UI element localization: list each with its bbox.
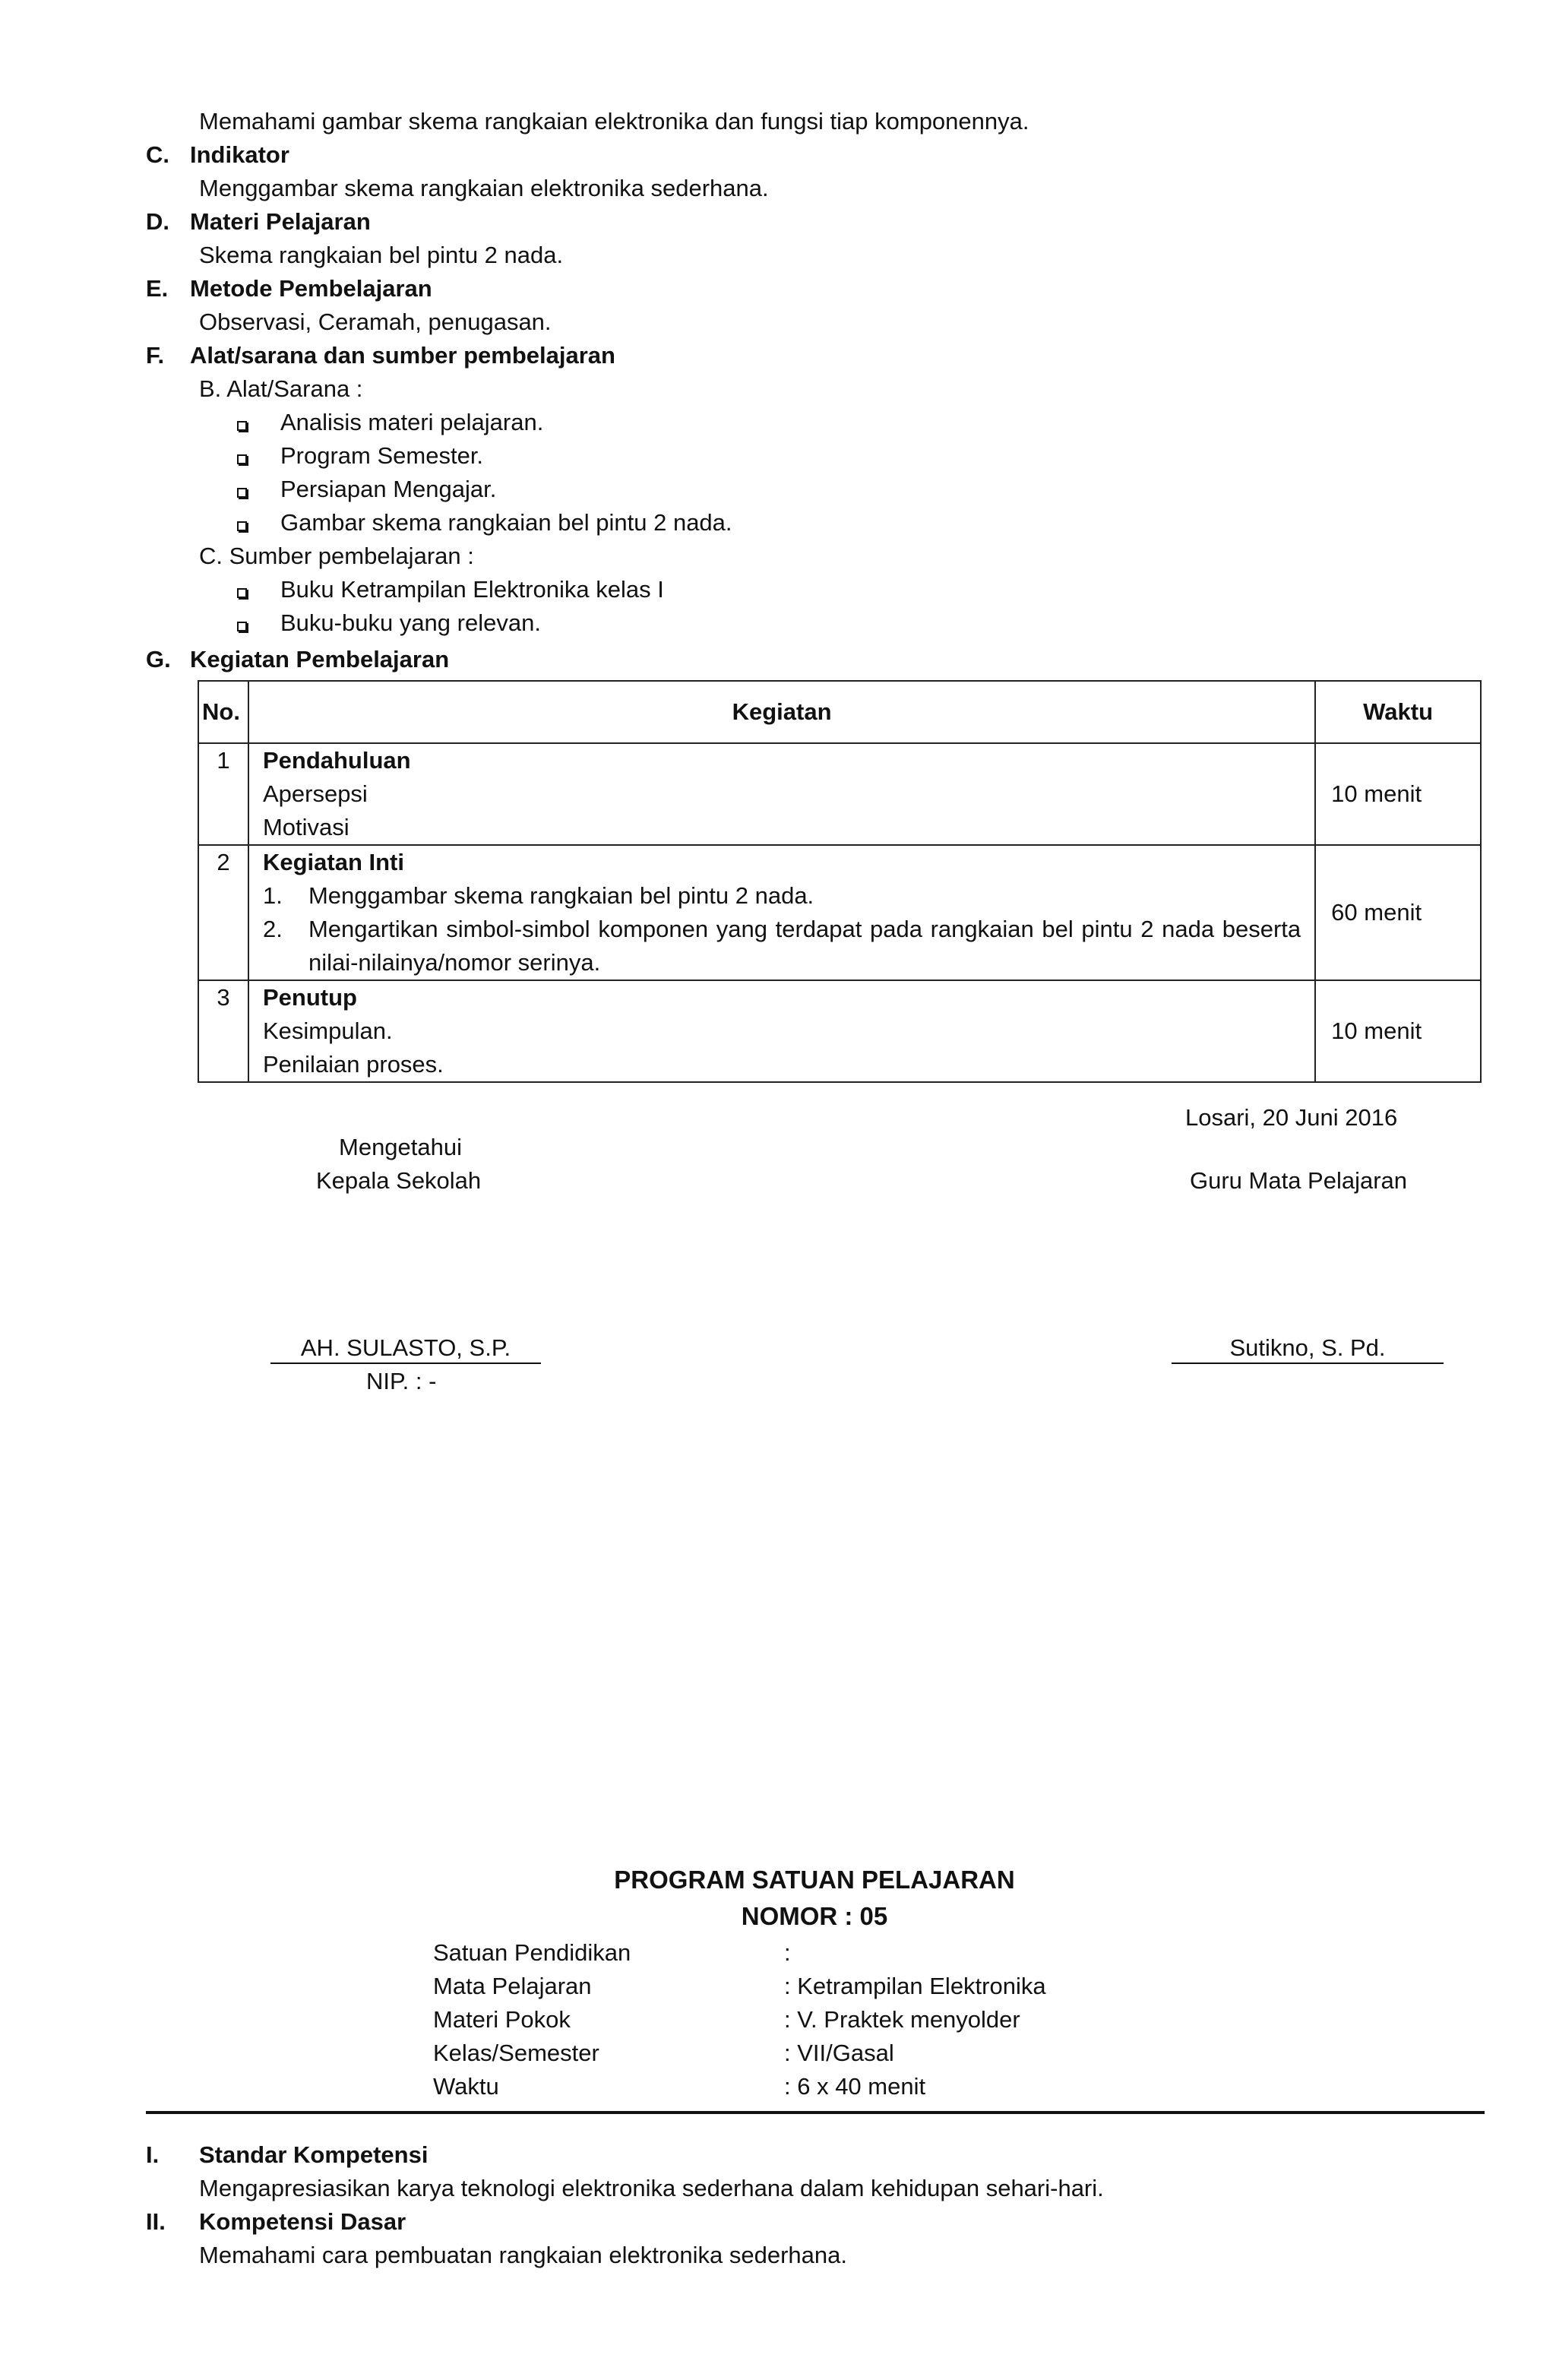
program-title: PROGRAM SATUAN PELAJARAN <box>614 1866 1015 1894</box>
field-value: : VII/Gasal <box>784 2040 894 2066</box>
checkbox-bullet-icon <box>237 421 247 431</box>
table-row <box>198 980 1481 1082</box>
list-item <box>249 913 1314 980</box>
row-number: 2 <box>198 845 248 980</box>
sumber-item: Buku-buku yang relevan. <box>280 609 541 636</box>
row-kegiatan <box>248 980 1315 1082</box>
guru-name: Sutikno, S. Pd. <box>1229 1334 1386 1361</box>
section-d-letter: D. <box>146 208 169 235</box>
section-g-title: Kegiatan Pembelajaran <box>190 646 450 673</box>
row-line: Apersepsi <box>262 780 368 807</box>
list-item <box>249 879 1314 913</box>
guru-underline <box>1172 1362 1444 1364</box>
list-item-number: 2. <box>262 916 283 942</box>
kepala-sekolah-label: Kepala Sekolah <box>316 1167 482 1194</box>
checkbox-bullet-icon <box>237 521 247 531</box>
section-g-letter: G. <box>146 646 171 673</box>
section-e-text: Observasi, Ceramah, penugasan. <box>199 309 552 335</box>
mengetahui-label: Mengetahui <box>339 1134 463 1160</box>
section-e-title: Metode Pembelajaran <box>190 275 432 302</box>
field-label: Waktu <box>433 2073 499 2100</box>
field-value: : 6 x 40 menit <box>784 2073 926 2100</box>
header-waktu: Waktu <box>1315 681 1481 743</box>
sumber-item: Buku Ketrampilan Elektronika kelas I <box>280 576 664 603</box>
alat-item: Program Semester. <box>280 442 484 469</box>
row-kegiatan <box>248 743 1315 845</box>
checkbox-bullet-icon <box>237 588 247 598</box>
section-c-letter: C. <box>146 141 169 168</box>
field-label: Satuan Pendidikan <box>433 1939 631 1966</box>
kepala-sekolah-name: AH. SULASTO, S.P. <box>300 1334 511 1361</box>
checkbox-bullet-icon <box>237 488 247 498</box>
alat-item: Gambar skema rangkaian bel pintu 2 nada. <box>280 509 732 536</box>
row-waktu: 60 menit <box>1315 845 1481 980</box>
list-item-number: 1. <box>262 882 283 909</box>
section-c-text: Menggambar skema rangkaian elektronika sederhana. <box>199 175 769 201</box>
field-value: : <box>784 1939 791 1966</box>
row-title: Kegiatan Inti <box>262 849 404 875</box>
section-f-title: Alat/sarana dan sumber pembelajaran <box>190 342 615 369</box>
section-i-title: Standar Kompetensi <box>199 2141 429 2168</box>
checkbox-bullet-icon <box>237 454 247 464</box>
section-e-letter: E. <box>146 275 169 302</box>
kegiatan-table <box>198 680 1482 1083</box>
section-ii-number: II. <box>146 2208 166 2235</box>
section-c-title: Indikator <box>190 141 289 168</box>
field-value: : V. Praktek menyolder <box>784 2006 1020 2033</box>
row-kegiatan <box>248 845 1315 980</box>
field-label: Kelas/Semester <box>433 2040 599 2066</box>
alat-item: Persiapan Mengajar. <box>280 476 497 502</box>
section-i-number: I. <box>146 2141 160 2168</box>
checkbox-bullet-icon <box>237 622 247 631</box>
program-nomor: NOMOR : 05 <box>741 1902 888 1930</box>
row-waktu: 10 menit <box>1315 980 1481 1082</box>
field-value: : Ketrampilan Elektronika <box>784 1973 1046 1999</box>
field-label: Mata Pelajaran <box>433 1973 592 1999</box>
table-header-row <box>198 681 1481 743</box>
place-date: Losari, 20 Juni 2016 <box>1185 1104 1398 1131</box>
row-number: 3 <box>198 980 248 1082</box>
header-divider <box>146 2111 1485 2114</box>
row-line: Penilaian proses. <box>262 1051 444 1078</box>
list-item-text: Menggambar skema rangkaian bel pintu 2 nada. <box>308 882 814 909</box>
alat-item: Analisis materi pelajaran. <box>280 409 544 435</box>
header-no: No. <box>198 681 248 743</box>
row-title: Pendahuluan <box>262 747 411 774</box>
row-waktu: 10 menit <box>1315 743 1481 845</box>
kd-text: Memahami gambar skema rangkaian elektronika dan fungsi tiap komponennya. <box>199 108 1029 135</box>
kepala-sekolah-nip: NIP. : - <box>366 1368 437 1394</box>
sumber-label: C. Sumber pembelajaran : <box>199 543 474 569</box>
kepala-sekolah-underline <box>270 1362 541 1364</box>
table-row <box>198 743 1481 845</box>
section-d-text: Skema rangkaian bel pintu 2 nada. <box>199 242 564 268</box>
table-row <box>198 845 1481 980</box>
row-title: Penutup <box>262 984 357 1011</box>
list-item-text: Mengartikan simbol-simbol komponen yang terdapat pada rangkaian bel pintu 2 nada beserta nilai-nilainya/nomor serinya. <box>308 916 1301 976</box>
row-number: 1 <box>198 743 248 845</box>
field-label: Materi Pokok <box>433 2006 571 2033</box>
section-f-letter: F. <box>146 342 165 369</box>
row-line: Motivasi <box>262 814 349 840</box>
section-d-title: Materi Pelajaran <box>190 208 371 235</box>
guru-label: Guru Mata Pelajaran <box>1190 1167 1408 1194</box>
alat-label: B. Alat/Sarana : <box>199 375 363 402</box>
section-ii-title: Kompetensi Dasar <box>199 2208 406 2235</box>
header-kegiatan: Kegiatan <box>248 681 1315 743</box>
section-ii-text: Memahami cara pembuatan rangkaian elektronika sederhana. <box>199 2242 847 2268</box>
row-line: Kesimpulan. <box>262 1018 393 1044</box>
section-i-text: Mengapresiasikan karya teknologi elektronika sederhana dalam kehidupan sehari-hari. <box>199 2175 1104 2201</box>
